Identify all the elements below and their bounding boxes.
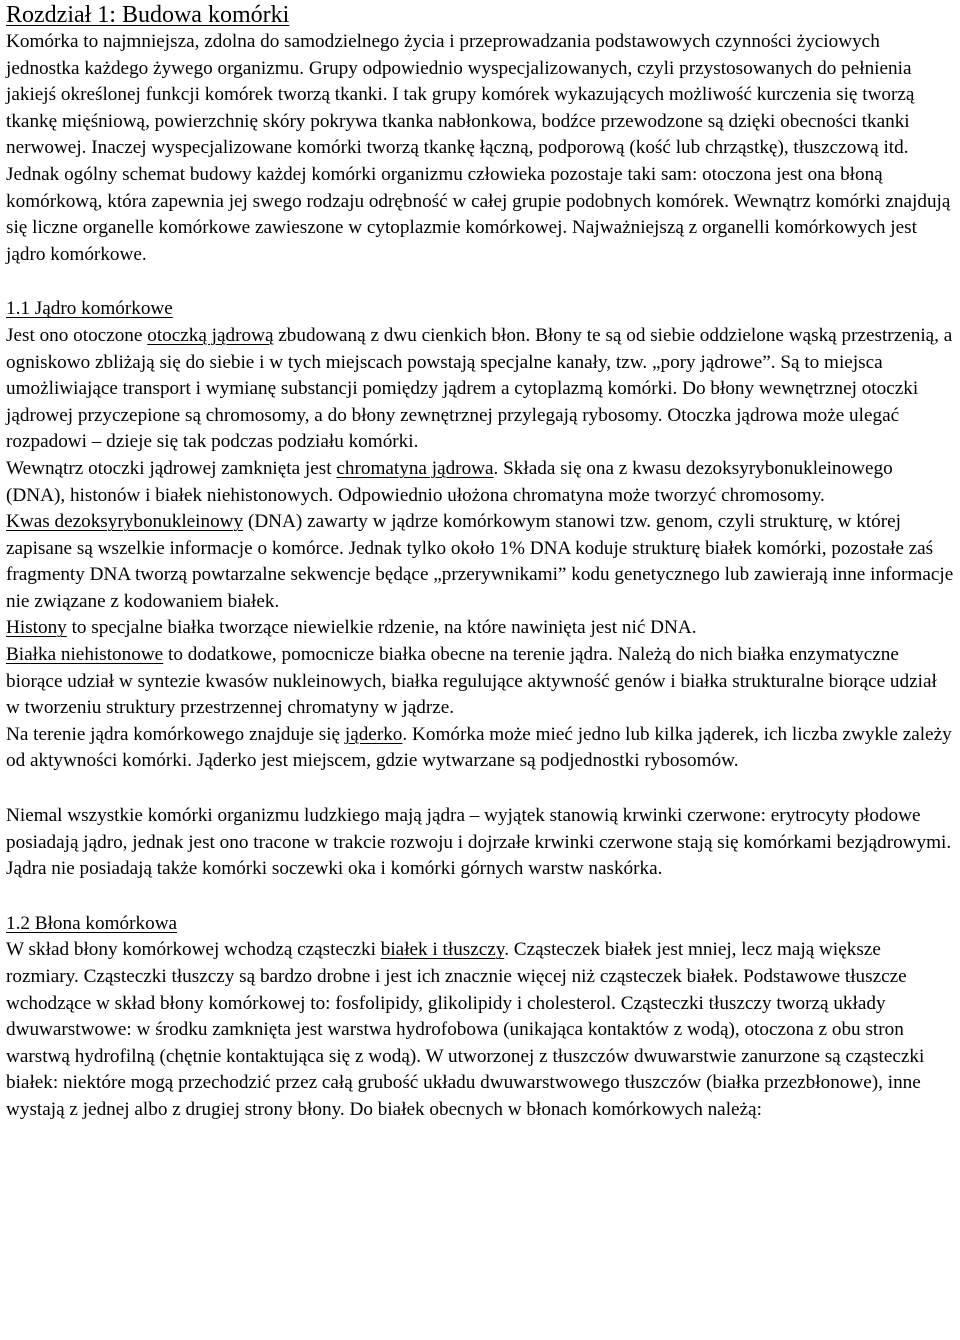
term-dna: Kwas dezoksyrybonukleinowy — [6, 511, 244, 533]
nucleus-paragraph-nonhistone — [6, 642, 954, 722]
term-nuclear-envelope: otoczką jądrową — [147, 324, 274, 346]
term-nucleolus: jąderko — [344, 723, 403, 745]
text: to specjalne białka tworzące niewielkie rdzenie, na które nawinięta jest nić DNA. — [66, 617, 697, 639]
text: . Komórka może mieć jedno lub kilka jąderek, ich liczba zwykle zależy od aktywności komórki. Jąderko jest miejscem, gdzie wytwarzane są podjednostki rybosomów. — [6, 723, 952, 772]
nucleus-paragraph-envelope — [6, 323, 954, 456]
text: W skład błony komórkowej wchodzą cząsteczki — [6, 939, 381, 961]
intro-paragraph-1: Komórka to najmniejsza, zdolna do samodzielnego życia i przeprowadzania podstawowych czynności życiowych jednostka każdego żywego organizmu. Grupy odpowiednio wyspecjalizowanych, czyli przystosowanych do pełnienia jakiejś określonej funkcji komórek tworzą tkanki. I tak grupy komórek wykazujących możliwość kurczenia się tworzą tkankę mięśniową, powierzchnię skóry pokrywa tkanka nabłonkowa, bodźce przewodzone są dzięki obecności tkanki nerwowej. Inaczej wyspecjalizowane komórki tworzą tkankę łączną, podporową (kość lub chrząstkę), tłuszczową itd. — [6, 31, 915, 159]
text: . Cząsteczek białek jest mniej, lecz mają większe rozmiary. Cząsteczki tłuszczy są bardzo drobne i jest ich znacznie więcej niż cząsteczek białek. Podstawowe tłuszcze wchodzące w skład błony komórkowej to: fosfolipidy, glikolipidy i cholesterol. Cząsteczki tłuszczy tworzą układy dwuwarstwowe: w środku zamknięta jest warstwa hydrofobowa (unikająca kontaktów z wodą), otoczona z obu stron warstwą hydrofilną (chętnie kontaktująca się z wodą). W utworzonej z tłuszczów dwuwarstwie zanurzone są cząsteczki białek: niektóre mogą przechodzić przez całą grubość układu dwuwarstwowego tłuszczów (białka przezbłonowe), inne wystają z jednej albo z drugiej strony błony. Do białek obecnych w błonach komórkowych należą: — [6, 939, 925, 1120]
nucleus-paragraph-dna — [6, 509, 954, 615]
nucleus-paragraph-nucleolus — [6, 722, 954, 775]
spacer — [6, 883, 954, 911]
term-chromatin: chromatyna jądrowa — [336, 457, 494, 479]
term-nonhistone-proteins: Białka niehistonowe — [6, 644, 164, 666]
intro-paragraph-2: Jednak ogólny schemat budowy każdej komórki organizmu człowieka pozostaje taki sam: otoczona jest ona błoną komórkową, która zapewnia jej swego rodzaju odrębność w całej grupie podobnych komórek. Wewnątrz komórki znajdują się liczne organelle komórkowe zawieszone w cytoplazmie komórkowej. Najważniejszą z organelli komórkowych jest jądro komórkowe. — [6, 163, 951, 265]
spacer — [6, 775, 954, 803]
chapter-title: Rozdział 1: Budowa komórki — [6, 2, 290, 28]
nucleus-paragraph-chromatin — [6, 456, 954, 509]
membrane-paragraph — [6, 937, 954, 1123]
text: Wewnątrz otoczki jądrowej zamknięta jest — [6, 457, 337, 479]
text: (DNA) zawarty w jądrze komórkowym stanowi tzw. genom, czyli strukturę, w której zapisane są wszelkie informacje o komórce. Jednak tylko około 1% DNA koduje strukturę białek komórki, pozostałe zaś fragmenty DNA tworzą powtarzalne sekwencje będące „przerywnikami” kodu genetycznego lub zawierają inne informacje nie związane z kodowaniem białek. — [6, 511, 954, 612]
text: zbudowaną z dwu cienkich błon. Błony te są od siebie oddzielone wąską przestrzenią, a ogniskowo zbliżają się do siebie i w tych miejscach powstają specjalne kanały, tzw. „pory jądrowe”. Są to miejsca umożliwiające transport i wymianę substancji pomiędzy jądrem a cytoplazmą komórki. Do błony wewnętrznej otoczki jądrowej przyczepione są chromosomy, a do błony zewnętrznej przylegają rybosomy. Otoczka jądrowa może ulegać rozpadowi – dzieje się tak podczas podziału komórki. — [6, 324, 953, 453]
text: . Składa się ona z kwasu dezoksyrybonukleinowego (DNA), histonów i białek niehistonowych. Odpowiednio ułożona chromatyna może tworzyć chromosomy. — [6, 457, 893, 506]
spacer — [6, 268, 954, 296]
term-histones: Histony — [6, 617, 67, 639]
term-proteins-and-lipids: białek i tłuszczy — [380, 939, 505, 961]
text: Jest ono otoczone — [6, 324, 148, 346]
nucleus-paragraph-histones — [6, 615, 954, 642]
text: to dodatkowe, pomocnicze białka obecne na terenie jądra. Należą do nich białka enzymatyczne biorące udział w syntezie kwasów nukleinowych, białka regulujące aktywność genów i białka strukturalne biorące udział w tworzeniu struktury przestrzennej chromatyny w jądrze. — [6, 644, 937, 719]
section-heading-membrane: 1.2 Błona komórkowa — [6, 912, 178, 934]
text: Na terenie jądra komórkowego znajduje się — [6, 723, 345, 745]
section-heading-nucleus: 1.1 Jądro komórkowe — [6, 298, 173, 320]
nucleus-paragraph-anucleate: Niemal wszystkie komórki organizmu ludzkiego mają jądra – wyjątek stanowią krwinki czerwone: erytrocyty płodowe posiadają jądro, jednak jest ono tracone w trakcie rozwoju i dojrzałe krwinki czerwone stają się komórkami bezjądrowymi. Jądra nie posiadają także komórki soczewki oka i komórki górnych warstw naskórka. — [6, 805, 952, 880]
